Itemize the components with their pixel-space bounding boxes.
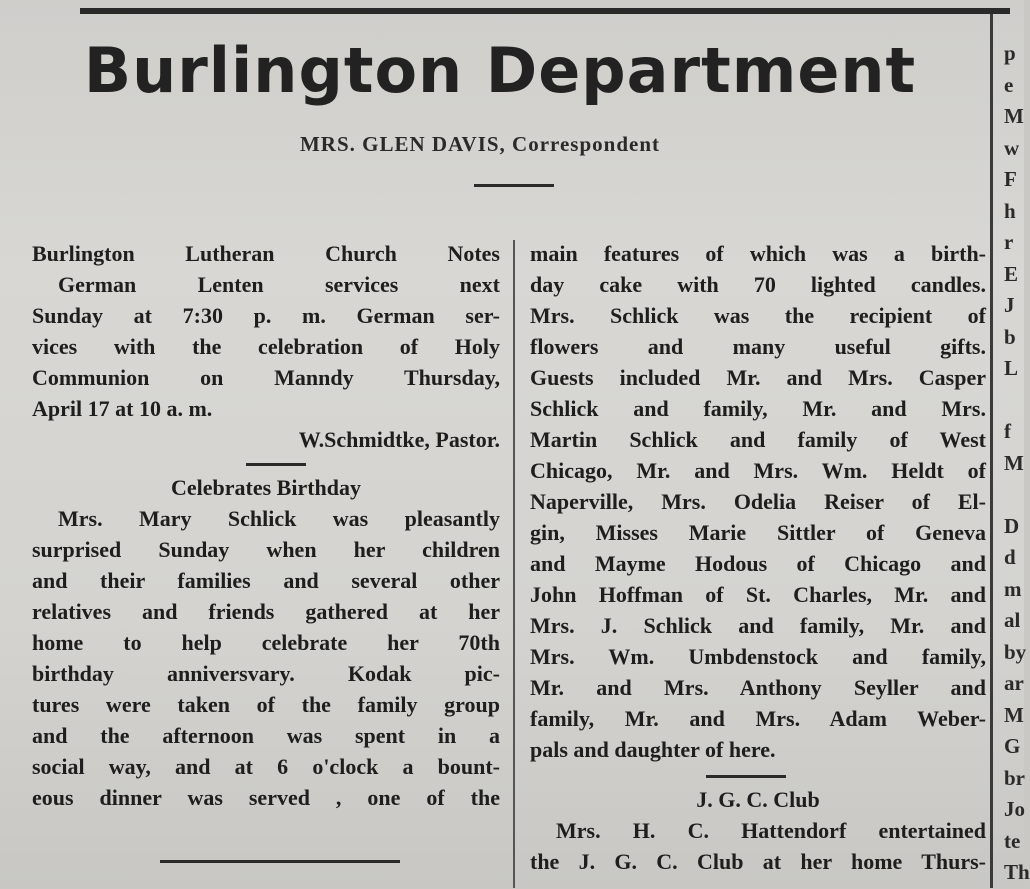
birthday-continued-line: Chicago, Mr. and Mrs. Wm. Heldt of bbox=[530, 458, 986, 483]
birthday-continued-line: Mrs. J. Schlick and family, Mr. and bbox=[530, 613, 986, 638]
edge-fragment: D bbox=[1004, 513, 1020, 538]
page-title: Burlington Department bbox=[83, 34, 917, 107]
birthday-continued-line: and Mayme Hodous of Chicago and bbox=[530, 551, 986, 576]
edge-fragment: m bbox=[1004, 576, 1022, 601]
edge-fragment: M bbox=[1004, 450, 1024, 475]
birthday-continued-line: Schlick and family, Mr. and Mrs. bbox=[530, 396, 986, 421]
birthday-continued-line: Guests included Mr. and Mrs. Casper bbox=[530, 365, 986, 390]
church-notes-article bbox=[32, 238, 500, 455]
bottom-left-rule bbox=[160, 860, 400, 863]
edge-fragment: br bbox=[1004, 765, 1025, 790]
edge-fragment: F bbox=[1004, 167, 1017, 191]
edge-fragment: b bbox=[1004, 324, 1016, 349]
birthday-line: birthday anniversvary. Kodak pic- bbox=[32, 661, 500, 686]
edge-fragment: Jo bbox=[1004, 797, 1025, 821]
birthday-continued-line: family, Mr. and Mrs. Adam Weber- bbox=[530, 706, 986, 731]
birthday-continued-line: flowers and many useful gifts. bbox=[530, 334, 986, 359]
church-notes-line: vices with the celebration of Holy bbox=[32, 334, 500, 359]
church-notes-line: Sunday at 7:30 p. m. German ser- bbox=[32, 303, 500, 328]
edge-fragment: L bbox=[1004, 356, 1019, 380]
edge-fragment: J bbox=[1004, 293, 1015, 317]
birthday-continued-line: Martin Schlick and family of West bbox=[530, 427, 986, 452]
birthday-line: eous dinner was served , one of the bbox=[32, 785, 500, 810]
edge-fragment: E bbox=[1004, 261, 1019, 286]
top-rule bbox=[80, 8, 1010, 14]
birthday-line: tures were taken of the family group bbox=[32, 692, 500, 717]
church-notes-line: German Lenten services next bbox=[58, 272, 500, 297]
edge-fragment: al bbox=[1004, 608, 1021, 632]
birthday-line: home to help celebrate her 70th bbox=[32, 630, 500, 655]
edge-fragment: p bbox=[1004, 41, 1016, 65]
birthday-line: surprised Sunday when her children bbox=[32, 537, 500, 562]
church-notes-line: Communion on Manndy Thursday, bbox=[32, 365, 500, 390]
edge-fragment: w bbox=[1004, 135, 1020, 160]
club-line: the J. G. C. Club at her home Thurs- bbox=[530, 849, 986, 874]
church-notes-line: Burlington Lutheran Church Notes bbox=[32, 241, 500, 266]
edge-fragment: ar bbox=[1004, 671, 1024, 695]
article-divider bbox=[246, 463, 306, 466]
edge-fragment: f bbox=[1004, 419, 1011, 443]
edge-fragment: by bbox=[1004, 639, 1027, 664]
birthday-line: and the afternoon was spent in a bbox=[32, 723, 500, 748]
club-line: Mrs. H. C. Hattendorf entertained bbox=[556, 818, 986, 843]
club-article bbox=[530, 784, 986, 877]
edge-column-divider bbox=[990, 14, 993, 888]
edge-fragment: G bbox=[1004, 734, 1021, 758]
birthday-continued-line: main features of which was a birth- bbox=[530, 241, 986, 266]
edge-fragment bbox=[1004, 385, 1024, 417]
club-heading: J. G. C. Club bbox=[696, 787, 820, 812]
birthday-continued-line: gin, Misses Marie Sittler of Geneva bbox=[530, 520, 986, 545]
birthday-continued-line: John Hoffman of St. Charles, Mr. and bbox=[530, 582, 986, 607]
right-column bbox=[530, 238, 986, 877]
edge-fragment: h bbox=[1004, 198, 1016, 223]
birthday-line: Mrs. Mary Schlick was pleasantly bbox=[58, 506, 500, 531]
article-divider bbox=[706, 775, 786, 778]
left-column bbox=[32, 238, 500, 813]
edge-fragment: Th bbox=[1004, 860, 1030, 884]
edge-fragment: d bbox=[1004, 545, 1016, 569]
edge-fragment: M bbox=[1004, 104, 1024, 128]
birthday-line: social way, and at 6 o'clock a bount- bbox=[32, 754, 500, 779]
birthday-continued-line: pals and daughter of here. bbox=[530, 737, 776, 762]
header-divider bbox=[474, 184, 554, 187]
edge-fragment: M bbox=[1004, 702, 1024, 727]
birthday-continued-line: Mr. and Mrs. Anthony Seyller and bbox=[530, 675, 986, 700]
edge-fragment: r bbox=[1004, 230, 1014, 254]
birthday-continued-line: Mrs. Schlick was the recipient of bbox=[530, 303, 986, 328]
edge-fragment bbox=[1004, 479, 1024, 511]
birthday-line: and their families and several other bbox=[32, 568, 500, 593]
birthday-heading: Celebrates Birthday bbox=[170, 475, 362, 500]
birthday-continued-line: Naperville, Mrs. Odelia Reiser of El- bbox=[530, 489, 986, 514]
column-divider bbox=[513, 240, 515, 888]
edge-fragment: e bbox=[1004, 72, 1014, 97]
birthday-article-continued bbox=[530, 238, 986, 765]
birthday-continued-line: day cake with 70 lighted candles. bbox=[530, 272, 986, 297]
birthday-article bbox=[32, 472, 500, 813]
birthday-line: relatives and friends gathered at her bbox=[32, 599, 500, 624]
birthday-continued-line: Mrs. Wm. Umbdenstock and family, bbox=[530, 644, 986, 669]
pastor-signature: W.Schmidtke, Pastor. bbox=[298, 427, 500, 452]
adjacent-column-fragment bbox=[1004, 38, 1030, 889]
edge-fragment: te bbox=[1004, 828, 1021, 853]
correspondent-byline: MRS. GLEN DAVIS, Correspondent bbox=[299, 132, 661, 156]
church-notes-line: April 17 at 10 a. m. bbox=[32, 396, 213, 421]
